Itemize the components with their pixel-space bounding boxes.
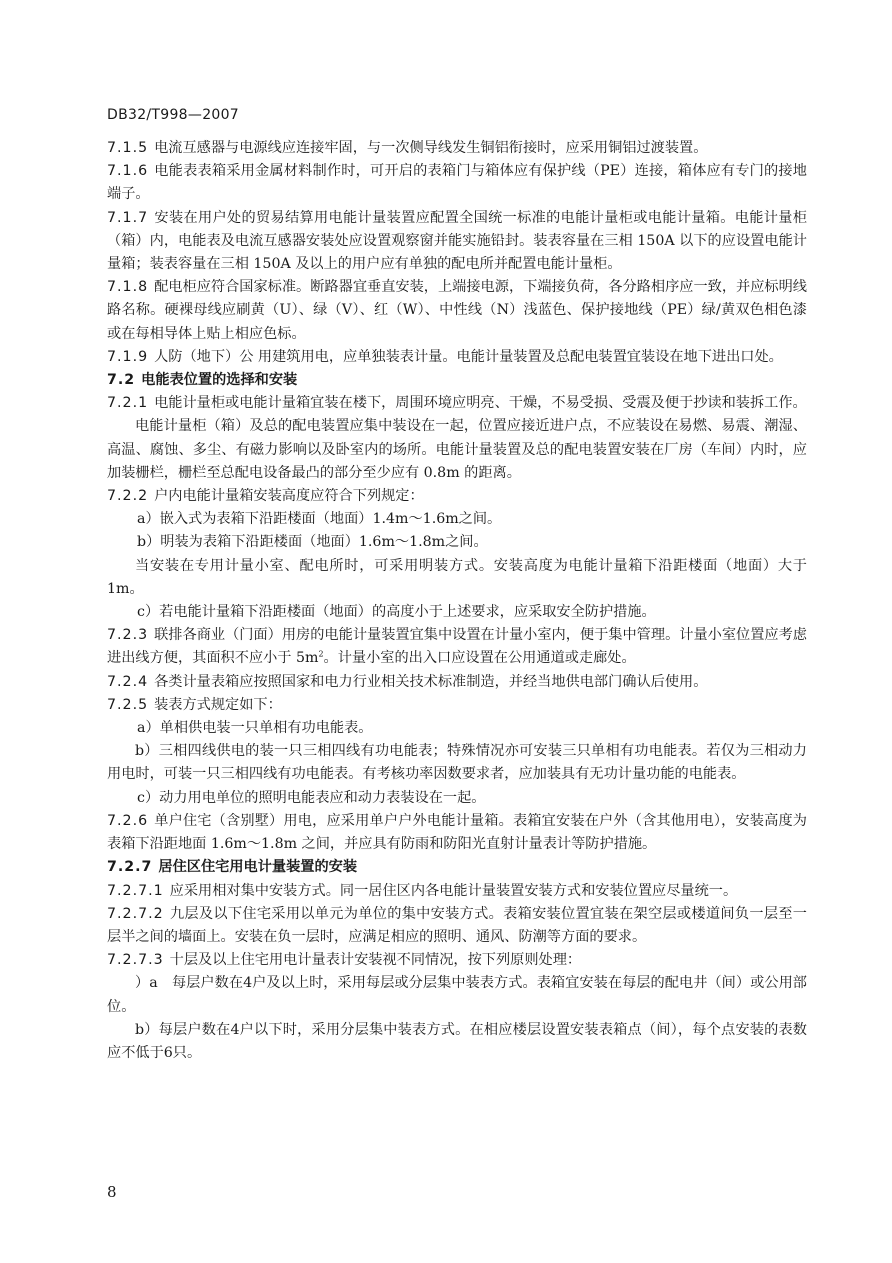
list-item: ）a 每层户数在4户及以上时，采用每层或分层集中装表方式。表箱宜安装在每层的配电井（间）或公用部位。 (107, 975, 807, 1015)
list-item: c）动力用电单位的照明电能表应和动力表装设在一起。 (137, 789, 486, 806)
clause-text: 单户住宅（含别墅）用电，应采用单户户外电能计量箱。表箱宜安装在户外（含其他用电），安装高度为表箱下沿距地面 1.6m～1.8m 之间，并应具有防雨和防阳光直射计量表计等防护措施。 (107, 812, 807, 853)
clause-number: 7.2.4 (107, 673, 149, 690)
section-heading-7-2 (107, 369, 807, 392)
clause-7-1-6 (107, 160, 807, 206)
clause-7-2-7-1 (107, 880, 807, 903)
paragraph: 电能计量柜（箱）及总的配电装置应集中装设在一起，位置应接近进户点，不应装设在易燃、易震、潮湿、高温、腐蚀、多尘、有磁力影响以及卧室内的场所。电能计量装置及总的配电装置安装在厂房（车间）内时，应加装栅栏，栅栏至总配电设备最凸的部分至少应有 0.8m 的距离。 (107, 418, 807, 481)
clause-number: 7.1.7 (107, 209, 149, 226)
section-number: 7.2 (107, 372, 136, 389)
section-heading-7-2-7 (107, 856, 807, 879)
clause-number: 7.2.6 (107, 812, 149, 829)
section-title: 居住区住宅用电计量装置的安装 (158, 859, 358, 876)
clause-number: 7.2.2 (107, 488, 149, 505)
clause-text: 十层及以上住宅用电计量表计安装视不同情况，按下列原则处理： (169, 952, 582, 969)
clause-7-2-7-2 (107, 903, 807, 949)
clause-7-2-2 (107, 485, 807, 508)
clause-7-1-5 (107, 137, 807, 160)
clause-number: 7.2.5 (107, 696, 149, 713)
page-number: 8 (107, 1183, 117, 1201)
clause-number: 7.1.9 (107, 348, 149, 365)
list-item: a）单相供电装一只单相有功电能表。 (137, 720, 373, 737)
clause-number: 7.2.7.2 (107, 905, 164, 922)
clause-number: 7.1.8 (107, 279, 149, 296)
clause-text: 安装在用户处的贸易结算用电能计量装置应配置全国统一标准的电能计量柜或电能计量箱。电能计量柜（箱）内，电能表及电流互感器安装处应设置观察窗并能实施铅封。装表容量在三相 150A 以下的应设置电能计量箱；装表容量在三相 150A 及以上的用户应有单独的配电所并配置电能计量柜。 (107, 209, 807, 273)
clause-text: 配电柜应符合国家标准。断路器宜垂直安装，上端接电源，下端接负荷，各分路相序应一致，并应标明线路名称。硬裸母线应刷黄（U）、绿（V）、红（W）、中性线（N）浅蓝色、保护接地线（PE）绿/黄双色相色漆或在每相导体上贴上相应色标。 (107, 279, 807, 342)
list-item: c）若电能计量箱下沿距楼面（地面）的高度小于上述要求，应采取安全防护措施。 (137, 604, 656, 621)
clause-text: 装表方式规定如下： (154, 696, 282, 713)
superscript: 2 (318, 649, 324, 659)
clause-number: 7.1.6 (107, 163, 149, 180)
list-item: a）嵌入式为表箱下沿距楼面（地面）1.4m～1.6m之间。 (137, 511, 502, 528)
list-item: b）明装为表箱下沿距楼面（地面）1.6m～1.8m之间。 (137, 534, 488, 551)
clause-7-2-4 (107, 671, 807, 694)
clause-number: 7.2.3 (107, 627, 149, 644)
clause-text: 电流互感器与电源线应连接牢固，与一次侧导线发生铜铝衔接时，应采用铜铝过渡装置。 (154, 140, 708, 156)
clause-text: 各类计量表箱应按照国家和电力行业相关技术标准制造，并经当地供电部门确认后使用。 (154, 673, 708, 690)
section-title: 电能表位置的选择和安装 (141, 372, 298, 389)
document-body (107, 137, 807, 1065)
clause-text: 联排各商业（门面）用房的电能计量装置宜集中设置在计量小室内，便于集中管理。计量小室位置应考虑进出线方便，其面积不应小于 5m (107, 627, 807, 667)
clause-7-2-3 (107, 624, 807, 670)
clause-text: 九层及以下住宅采用以单元为单位的集中安装方式。表箱安装位置宜装在架空层或楼道间负一层至一层半之间的墙面上。安装在负一层时，应满足相应的照明、通风、防潮等方面的要求。 (107, 905, 807, 945)
clause-7-2-1 (107, 392, 807, 415)
list-item: b）每层户数在4户以下时，采用分层集中装表方式。在相应楼层设置安装表箱点（间），每个点安装的表数应不低于6只。 (107, 1021, 807, 1061)
clause-text: 户内电能计量箱安装高度应符合下列规定： (154, 488, 424, 505)
clause-text: 电能表表箱采用金属材料制作时，可开启的表箱门与箱体应有保护线（PE）连接，箱体应有专门的接地端子。 (107, 163, 807, 203)
clause-text: 人防（地下）公 用建筑用电，应单独装表计量。电能计量装置及总配电装置宜装设在地下进出口处。 (154, 348, 783, 365)
clause-text-continued: 。计量小室的出入口应设置在公用通道或走廊处。 (323, 650, 636, 667)
clause-number: 7.2.7.3 (107, 952, 164, 969)
paragraph: 当安装在专用计量小室、配电所时，可采用明装方式。安装高度为电能计量箱下沿距楼面（地面）大于1m。 (107, 557, 807, 597)
clause-7-2-7-3 (107, 949, 807, 972)
list-item: b）三相四线供电的装一只三相四线有功电能表；特殊情况亦可安装三只单相有功电能表。若仅为三相动力用电时，可装一只三相四线有功电能表。有考核功率因数要求者，应加装具有无功计量功能的电能表。 (107, 743, 807, 783)
clause-7-1-7 (107, 207, 807, 277)
standard-code-header: DB32/T998—2007 (107, 107, 240, 123)
clause-7-1-9 (107, 346, 807, 369)
clause-number: 7.1.5 (107, 140, 149, 156)
clause-text: 应采用相对集中安装方式。同一居住区内各电能计量装置安装方式和安装位置应尽量统一。 (169, 882, 738, 899)
clause-7-2-5 (107, 694, 807, 717)
section-number: 7.2.7 (107, 859, 153, 876)
clause-7-1-8 (107, 276, 807, 346)
clause-7-2-6 (107, 810, 807, 856)
clause-number: 7.2.7.1 (107, 882, 164, 899)
clause-text: 电能计量柜或电能计量箱宜装在楼下，周围环境应明亮、干燥，不易受损、受震及便于抄读和装拆工作。 (154, 395, 807, 412)
clause-number: 7.2.1 (107, 395, 149, 412)
